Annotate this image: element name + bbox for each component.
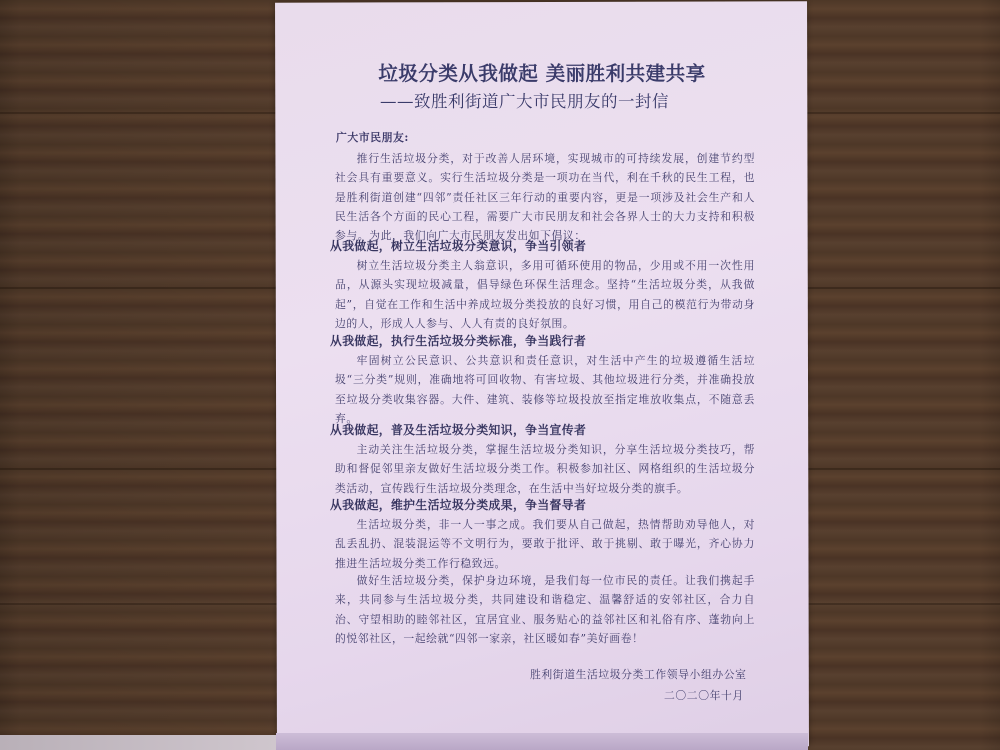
section-body: 树立生活垃圾分类主人翁意识，多用可循环使用的物品，少用或不用一次性用品，从源头实现垃圾减量，倡导绿色环保生活理念。坚持“生活垃圾分类，从我做起”，自觉在工作和生活中养成垃圾分类投放的良好习惯，用自己的模范行为带动身边的人，形成人人参与、人人有责的良好氛围。 [335,259,755,330]
section-heading: 从我做起，维护生活垃圾分类成果，争当督导者 [330,498,587,512]
section-body: 牢固树立公民意识、公共意识和责任意识，对生活中产生的垃圾遵循生活垃圾“三分类”规则，准确地将可回收物、有害垃圾、其他垃圾进行分类，并准确投放至垃圾分类收集容器。大件、建筑、装修等垃圾投放至指定堆放收集点，不随意丢弃。 [335,354,755,425]
intro-paragraph: 推行生活垃圾分类，对于改善人居环境，实现城市的可持续发展，创建节约型社会具有重要意义。实行生活垃圾分类是一项功在当代，利在千秋的民生工程，也是胜利街道创建“四邻”责任社区三年行动的重要内容，更是一项涉及社会生产和人民生活各个方面的民心工程，需要广大市民朋友和社会各界人士的大力支持和积极参与。为此，我们向广大市民朋友发出如下倡议： [335,152,755,243]
section-heading: 从我做起，普及生活垃圾分类知识，争当宣传者 [330,423,587,437]
letter-title: 垃圾分类从我做起 美丽胜利共建共享 [378,62,706,85]
signature-org: 胜利街道生活垃圾分类工作领导小组办公室 [530,668,747,681]
signature-date: 二〇二〇年十月 [664,689,744,702]
letter-subtitle: ——致胜利街道广大市民朋友的一封信 [380,92,669,111]
section-body: 生活垃圾分类，非一人一事之成。我们要从自己做起，热情帮助劝导他人，对乱丢乱扔、混装混运等不文明行为，要敢于批评、敢于挑剔、敢于曝光，齐心协力推进生活垃圾分类工作行稳致远。 [335,518,755,570]
closing-paragraph: 做好生活垃圾分类，保护身边环境，是我们每一位市民的责任。让我们携起手来，共同参与生活垃圾分类，共同建设和谐稳定、温馨舒适的安邻社区，合力自治、守望相助的睦邻社区，宜居宜业、服务贴心的益邻社区和礼俗有序、蓬勃向上的悦邻社区，一起绘就“四邻一家亲，社区暖如春”美好画卷！ [335,574,755,645]
section-heading: 从我做起，执行生活垃圾分类标准，争当践行者 [330,334,587,348]
section-body: 主动关注生活垃圾分类，掌握生活垃圾分类知识，分享生活垃圾分类技巧，帮助和督促邻里亲友做好生活垃圾分类工作。积极参加社区、网格组织的生活垃圾分类活动，宣传践行生活垃圾分类理念，在生活中当好垃圾分类的旗手。 [335,443,755,495]
salutation: 广大市民朋友: [336,131,409,144]
section-heading: 从我做起，树立生活垃圾分类意识，争当引领者 [330,239,587,253]
paper-stack-edge [276,733,808,750]
table-edge [0,735,276,750]
